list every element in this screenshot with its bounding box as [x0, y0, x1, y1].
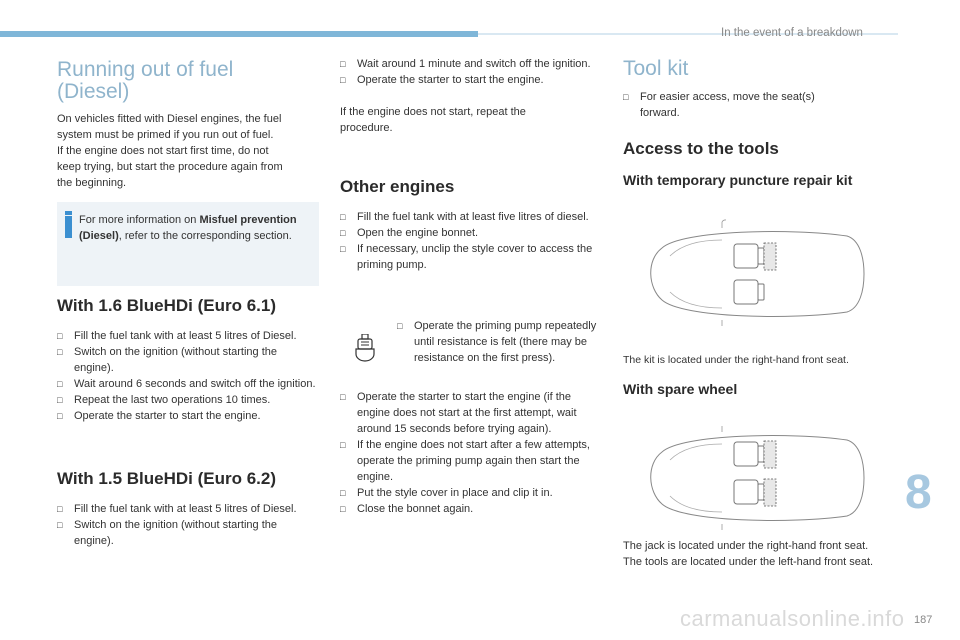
list-item: □ Repeat the last two operations 10 times. — [57, 392, 319, 408]
repeat-note: If the engine does not start, repeat the procedure. — [340, 106, 526, 134]
info-text: For more information on Misfuel prevention (Diesel), refer to the corresponding section. — [79, 214, 297, 242]
running-out-title-line2: (Diesel) — [57, 80, 130, 103]
spare-wheel-heading: With spare wheel — [623, 381, 738, 397]
list-item: □ Operate the starter to start the engine. — [340, 72, 602, 88]
list-item: □ Wait around 6 seconds and switch off the ignition. — [57, 376, 319, 392]
list-item: □ Put the style cover in place and clip it in. — [340, 485, 605, 501]
info-box — [57, 202, 319, 286]
puncture-kit-heading: With temporary puncture repair kit — [623, 172, 853, 188]
euro62-heading: With 1.5 BlueHDi (Euro 6.2) — [57, 469, 276, 488]
final-steps — [340, 389, 605, 517]
list-item: □ Wait around 1 minute and switch off the ignition. — [340, 56, 602, 72]
spare-wheel-caption: The jack is located under the right-hand front seat. The tools are located under the left-hand front seat. — [623, 540, 874, 568]
euro61-steps — [57, 328, 319, 424]
list-item: □ Fill the fuel tank with at least five litres of diesel. — [340, 209, 602, 225]
list-item: □ Fill the fuel tank with at least 5 litres of Diesel. — [57, 328, 319, 344]
list-item: □ Open the engine bonnet. — [340, 225, 602, 241]
car-top-view-illustration-puncture — [642, 218, 867, 330]
tool-kit-title: Tool kit — [623, 57, 689, 80]
list-item: □ Operate the starter to start the engine (if the engine does not start at the first attempt, wait around 15 seconds before trying again). — [340, 389, 605, 437]
running-out-title-line1: Running out of fuel — [57, 58, 234, 81]
list-item: □ For easier access, move the seat(s) forward. — [623, 89, 853, 121]
header-bar — [0, 31, 478, 37]
misfuel-link: Misfuel prevention (Diesel) — [79, 214, 297, 242]
other-engines-steps — [340, 209, 602, 273]
continued-steps — [340, 56, 602, 88]
list-item: □ If necessary, unclip the style cover to access the priming pump. — [340, 241, 602, 273]
list-item: □ Operate the priming pump repeatedly until resistance is felt (there may be resistance on the first press). — [397, 318, 602, 366]
section-title: In the event of a breakdown — [721, 27, 863, 39]
tool-kit-steps — [623, 89, 853, 121]
list-item: □ Switch on the ignition (without starting the engine). — [57, 517, 319, 549]
access-tools-heading: Access to the tools — [623, 139, 779, 158]
info-icon — [65, 216, 72, 238]
intro-paragraph: On vehicles fitted with Diesel engines, the fuel system must be primed if you run out of fuel. If the engine does not start first time, do not keep trying, but start the procedure again from the beginning. — [57, 113, 283, 189]
chapter-number: 8 — [905, 466, 932, 519]
watermark: carmanualsonline.info — [680, 606, 905, 631]
pump-step — [397, 318, 602, 366]
list-item: □ If the engine does not start after a few attempts, operate the priming pump again then start the engine. — [340, 437, 605, 485]
list-item: □ Fill the fuel tank with at least 5 litres of Diesel. — [57, 501, 319, 517]
car-top-view-illustration-spare — [642, 422, 867, 534]
list-item: □ Switch on the ignition (without starting the engine). — [57, 344, 319, 376]
other-engines-heading: Other engines — [340, 177, 455, 196]
euro61-heading: With 1.6 BlueHDi (Euro 6.1) — [57, 296, 276, 315]
priming-pump-icon — [352, 334, 378, 362]
puncture-kit-caption: The kit is located under the right-hand front seat. — [623, 354, 849, 366]
list-item: □ Operate the starter to start the engine. — [57, 408, 319, 424]
euro62-steps — [57, 501, 319, 549]
list-item: □ Close the bonnet again. — [340, 501, 605, 517]
page-number: 187 — [914, 614, 933, 626]
